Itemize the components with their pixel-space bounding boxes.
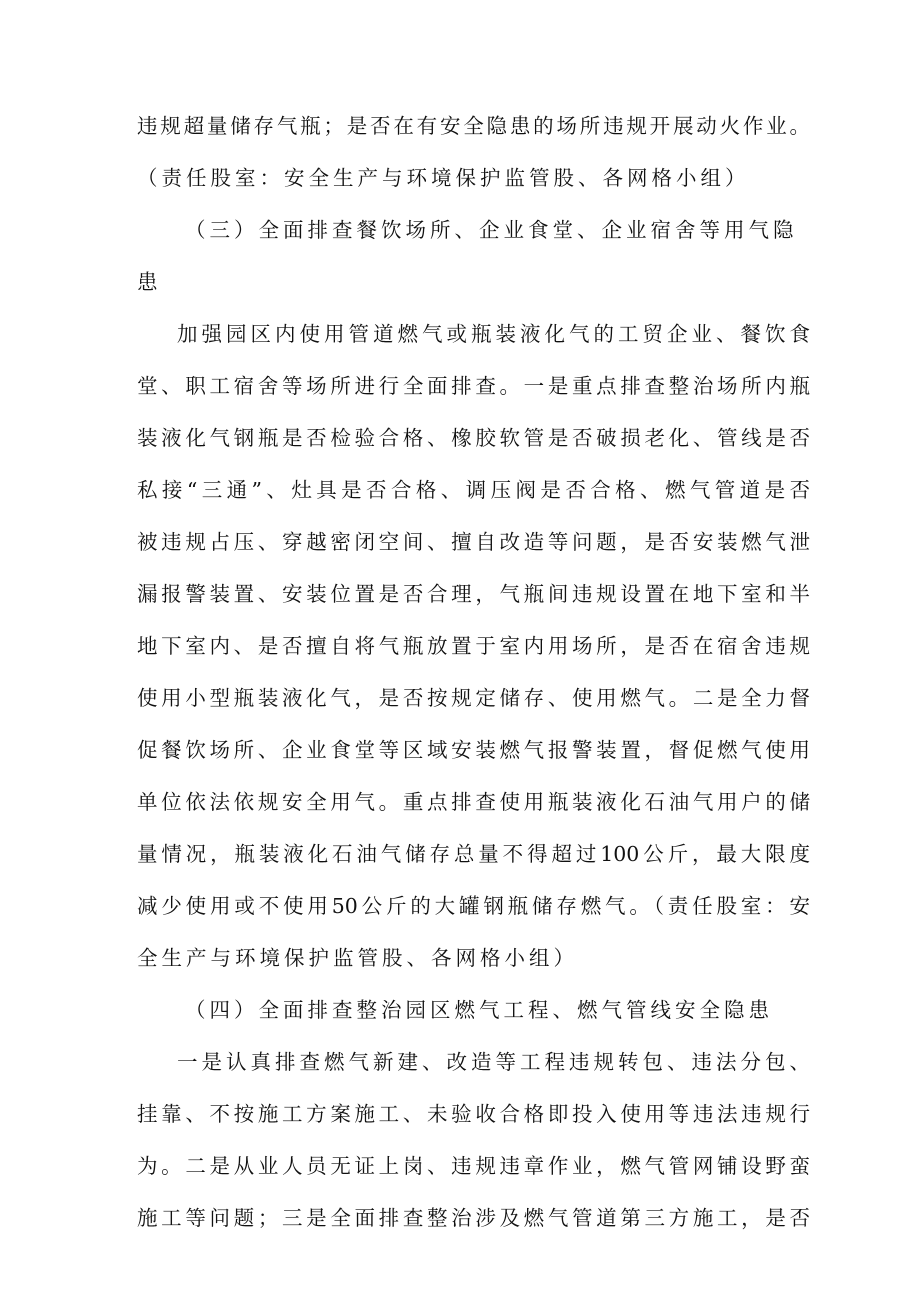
paragraph-line-1: 加强园区内使用管道燃气或瓶装液化气的工贸企业、餐饮食 [177, 322, 814, 346]
paragraph-line-4: 私接“三通”、灶具是否合格、调压阀是否合格、燃气管道是否 [137, 478, 810, 502]
paragraph2-line-4: 施工等问题；三是全面排查整治涉及燃气管道第三方施工，是否 [137, 1206, 810, 1230]
paragraph-line-11: 量情况，瓶装液化石油气储存总量不得超过100公斤，最大限度 [137, 842, 810, 866]
paragraph-line-7: 地下室内、是否擅自将气瓶放置于室内用场所，是否在宿舍违规 [137, 634, 810, 658]
paragraph-line-13: 全生产与环境保护监管股、各网格小组） [137, 946, 578, 970]
paragraph-line-12: 减少使用或不使用50公斤的大罐钢瓶储存燃气。（责任股室：安 [137, 894, 810, 918]
paragraph-line-5: 被违规占压、穿越密闭空间、擅自改造等问题，是否安装燃气泄 [137, 530, 810, 554]
paragraph-line-9: 促餐饮场所、企业食堂等区域安装燃气报警装置，督促燃气使用 [137, 738, 810, 762]
paragraph2-line-3: 为。二是从业人员无证上岗、违规违章作业，燃气管网铺设野蛮 [137, 1154, 810, 1178]
section-heading-4: （四）全面排查整治园区燃气工程、燃气管线安全隐患 [185, 998, 773, 1022]
text-line-2: （责任股室：安全生产与环境保护监管股、各网格小组） [137, 166, 750, 190]
section-heading-3-line-2: 患 [137, 270, 162, 294]
paragraph2-line-2: 挂靠、不按施工方案施工、未验收合格即投入使用等违法违规行 [137, 1102, 810, 1126]
paragraph-line-8: 使用小型瓶装液化气，是否按规定储存、使用燃气。二是全力督 [137, 686, 810, 710]
section-heading-3-line-1: （三）全面排查餐饮场所、企业食堂、企业宿舍等用气隐 [185, 218, 798, 242]
text-line-1: 违规超量储存气瓶；是否在有安全隐患的场所违规开展动火作业。 [137, 114, 810, 138]
paragraph-line-10: 单位依法依规安全用气。重点排查使用瓶装液化石油气用户的储 [137, 790, 810, 814]
paragraph-line-6: 漏报警装置、安装位置是否合理，气瓶间违规设置在地下室和半 [137, 582, 810, 606]
paragraph-line-3: 装液化气钢瓶是否检验合格、橡胶软管是否破损老化、管线是否 [137, 426, 810, 450]
paragraph-line-2: 堂、职工宿舍等场所进行全面排查。一是重点排查整治场所内瓶 [137, 374, 810, 398]
paragraph2-line-1: 一是认真排查燃气新建、改造等工程违规转包、违法分包、 [177, 1050, 814, 1074]
